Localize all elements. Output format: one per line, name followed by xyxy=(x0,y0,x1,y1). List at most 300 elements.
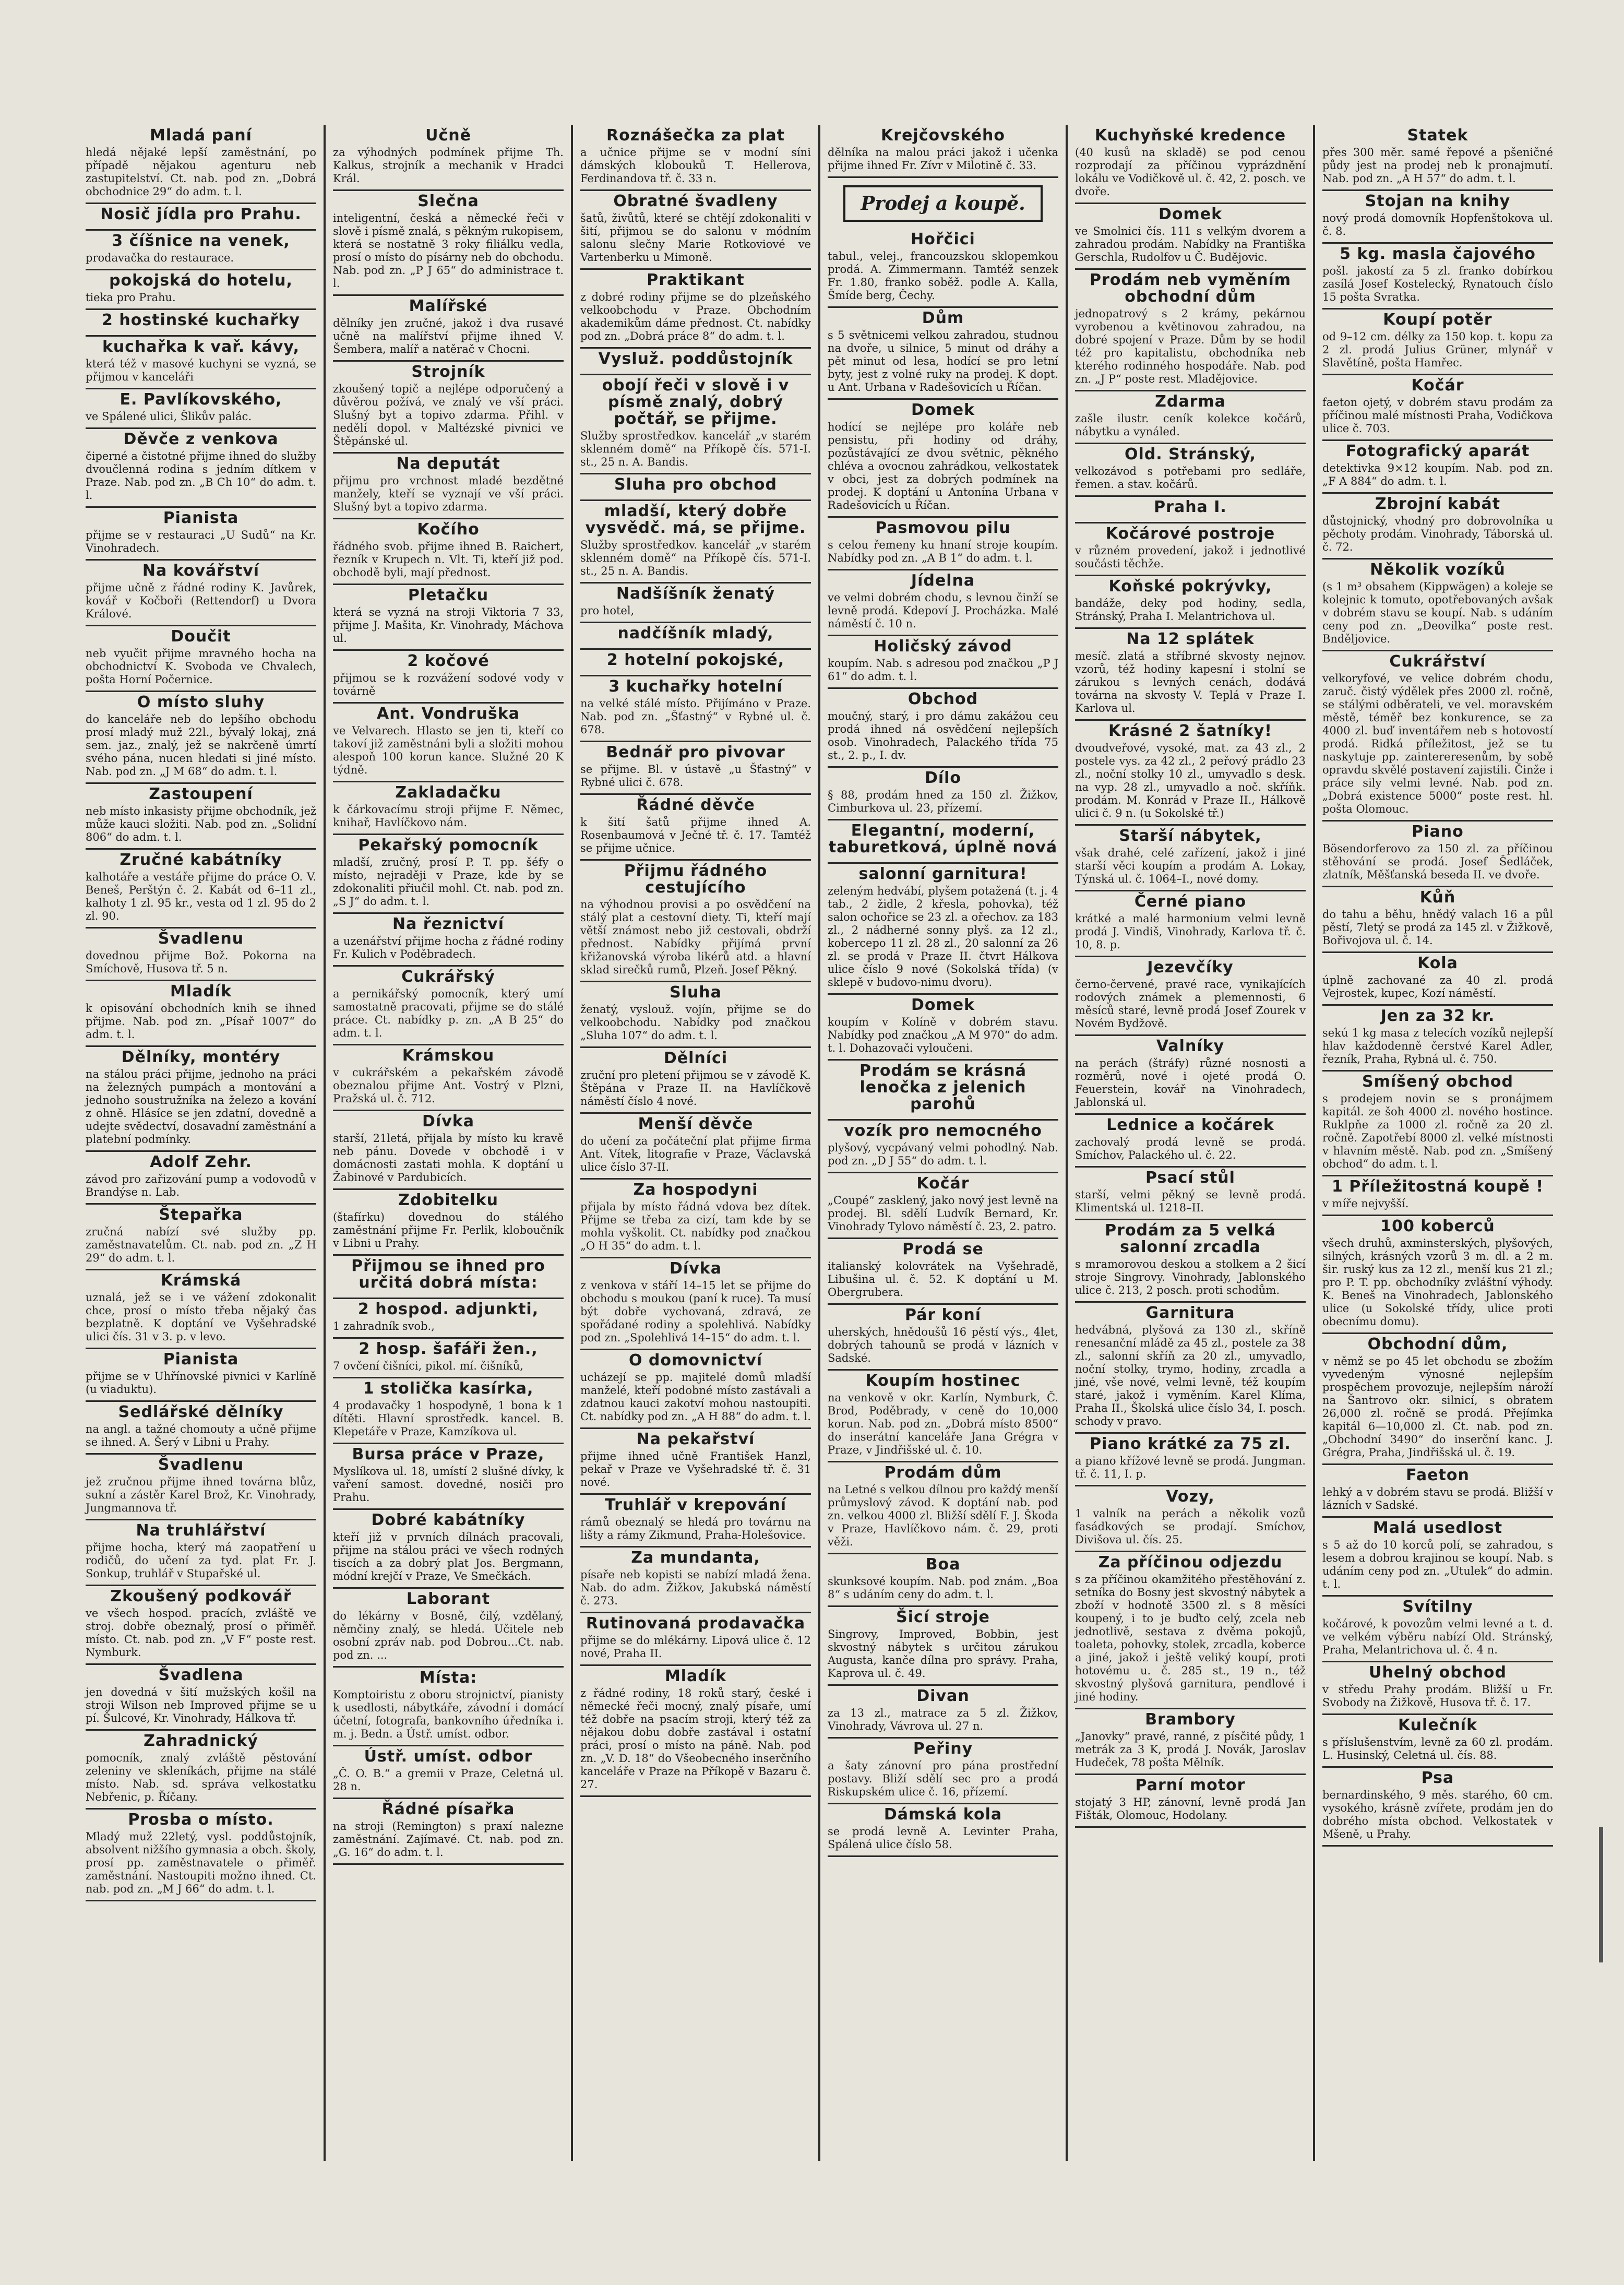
ad-text: přijmou se k rozvážení sodové vody v továrně xyxy=(333,672,564,697)
classified-ad xyxy=(333,782,564,835)
ad-heading: Kola xyxy=(1417,954,1458,972)
ad-heading: Přijmou se ihned pro určitá dobrá místa: xyxy=(351,1257,545,1292)
classified-ad xyxy=(86,626,316,692)
ad-text: bandáže, deky pod hodiny, sedla, Stránský, Praha I. Melantrichova ul. xyxy=(1075,597,1306,623)
ad-heading: Ústř. umíst. odbor xyxy=(364,1747,533,1766)
classified-ad xyxy=(828,1061,1058,1121)
ad-heading: Vysluž. poddůstojník xyxy=(598,350,793,368)
classified-ad xyxy=(86,125,316,204)
ad-text: zkoušený topič a nejlépe odporučený a důvěrou požívá, ve znalý ve vší práci. Slušný byt a topivo zdarma. Přihl. v nedělí dopol. v Maltézské pivnici ve Štěpánské ul. xyxy=(333,383,564,447)
ad-heading: Za hospodyni xyxy=(633,1181,758,1199)
ad-text: za 13 zl., matrace za 5 zl. Žižkov, Vinohrady, Vávrova ul. 27 n. xyxy=(828,1707,1058,1732)
ad-text: dvoudveřové, vysoké, mat. za 43 zl., 2 postele vys. za 42 zl., 2 peřový prádlo 23 zl., noční stolky 10 zl., umyvadlo s desk. na vyp. 28 zl., umyvadlo a noč. skříňk. prodám. M. Konrád v Praze II., Hálkově ulici č. 9 n. (u Sokolské tř.) xyxy=(1075,742,1306,819)
classified-ad xyxy=(1322,310,1553,375)
ad-heading: Zastoupení xyxy=(149,785,253,803)
classified-ad xyxy=(580,125,811,191)
ad-text: starší, velmi pěkný se levně prodá. Klimentská ul. 1218–II. xyxy=(1075,1188,1306,1214)
classified-ad xyxy=(1075,1552,1306,1709)
ad-text: na velké stálé místo. Přijímáno v Praze. Nab. pod zn. „Šťastný“ v Rybné ul. č. 678. xyxy=(580,697,811,736)
ad-heading: Kulečník xyxy=(1398,1716,1478,1734)
ad-text: skunksové koupím. Nab. pod znám. „Boa 8“ s udáním ceny do adm. t. l. xyxy=(828,1575,1058,1601)
ad-text: Singrovy, Improved, Bobbin, jest skvostný nábytek s určitou zárukou Augusta, kanče dílna pro správy. Praha, Kaprova ul. č. 49. xyxy=(828,1628,1058,1680)
classified-ad xyxy=(828,1462,1058,1554)
classified-ad xyxy=(580,349,811,375)
ad-heading: kuchařka k vař. kávy, xyxy=(102,338,300,356)
classified-ad xyxy=(1075,957,1306,1036)
ad-text: ženatý, vyslouž. vojín, přijme se do velkoobchodu. Nabídky pod značkou „Sluha 107“ do adm. t. l. xyxy=(580,1003,811,1042)
ad-heading: Štepařka xyxy=(159,1206,243,1224)
classified-ad xyxy=(580,1429,811,1495)
classified-ad xyxy=(1075,629,1306,721)
ad-heading: Jídelna xyxy=(911,572,975,590)
classified-ad xyxy=(86,270,316,310)
ad-heading: nadčíšník mladý, xyxy=(617,624,774,642)
ad-heading: Kuchyňské kredence xyxy=(1094,126,1286,145)
classified-ad xyxy=(1322,1597,1553,1662)
classified-ad xyxy=(1322,125,1553,191)
ad-heading: Prodám neb vyměním obchodní dům xyxy=(1089,271,1292,306)
ad-heading: Statek xyxy=(1407,126,1468,145)
classified-ad xyxy=(1322,191,1553,244)
classified-ad xyxy=(86,929,316,981)
ad-text: mladší, zručný, prosí P. T. pp. šéfy o místo, nejraději v Praze, kde by se zdokonaliti přiučil mohl. Ct. nab. pod zn. „S J“ do adm. t. l. xyxy=(333,856,564,908)
classified-ad xyxy=(1322,651,1553,822)
classified-ad xyxy=(333,1589,564,1668)
ad-heading: Švadlenu xyxy=(158,1456,244,1474)
classified-ad xyxy=(333,1190,564,1256)
ad-heading: Vozy, xyxy=(1166,1487,1215,1506)
ad-text: Služby sprostředkov. kancelář „v starém sklenném domě“ na Příkopě čís. 571-I. st., 25 n. A. Bandis. xyxy=(580,539,811,577)
ad-text: která též v masové kuchyni se vyzná, se přijmou v kanceláři xyxy=(86,358,316,383)
classified-ad xyxy=(580,584,811,623)
ad-heading: Stojan na knihy xyxy=(1365,192,1511,210)
ad-heading: Piano xyxy=(1412,823,1464,841)
ad-heading: Hořčici xyxy=(911,230,975,248)
ad-heading: Praktikant xyxy=(647,271,745,289)
classified-ad xyxy=(1075,1775,1306,1828)
classified-ad xyxy=(1075,444,1306,497)
ad-heading: Na truhlářství xyxy=(136,1521,266,1540)
classified-ad xyxy=(1075,1168,1306,1220)
ad-heading: 1 Příležitostná koupě ! xyxy=(1331,1177,1544,1196)
ad-text: kočárové, k povozům velmi levné a t. d. ve velkém výběru nabízí Old. Stránský, Praha, Melantrichova ul. č. 4 n. xyxy=(1322,1617,1553,1656)
ad-text: (40 kusů na skladě) se pod cenou rozprodají za příčinou vyprázdnění lokálu ve Vodičkově ul. č. 42, 2. posch. ve dvoře. xyxy=(1075,146,1306,198)
ad-column-3 xyxy=(573,125,820,2161)
ad-heading: Obchod xyxy=(907,690,978,708)
ad-text: s příslušenstvím, levně za 60 zl. prodám. L. Husinský, Celetná ul. čís. 88. xyxy=(1322,1736,1553,1762)
ad-heading: Psa xyxy=(1421,1769,1454,1787)
ad-heading: Dívka xyxy=(670,1259,722,1278)
ad-heading: Prodám dům xyxy=(884,1463,1002,1482)
ad-heading: salonní garnitura! xyxy=(858,865,1028,883)
ad-heading: Faeton xyxy=(1406,1466,1470,1484)
ad-heading: Přijmu řádného cestujícího xyxy=(624,862,768,897)
ad-heading: pokojská do hotelu, xyxy=(109,271,293,290)
ad-heading: O místo sluhy xyxy=(137,693,265,711)
ad-heading: Černé piano xyxy=(1134,892,1247,911)
ad-heading: Malá usedlost xyxy=(1372,1519,1503,1537)
ad-text: s 5 světnicemi velkou zahradou, studnou na dvoře, u silnice, 5 minut od dráhy a pět minut od lesa, hodící se pro letní byty, jest z volné ruky na prodej. K dopt. u Ant. Urbana v Radešovicích u Říčan. xyxy=(828,329,1058,394)
ad-text: koupím v Kolíně v dobrém stavu. Nabídky pod značkou „A M 970“ do adm. t. l. Dohazovači vyloučeni. xyxy=(828,1016,1058,1054)
classified-ad xyxy=(333,1111,564,1190)
ad-heading: Místa: xyxy=(419,1669,477,1687)
ad-text: s 5 až do 10 korců polí, se zahradou, s lesem a dobrou krajinou se koupí. Nab. s udáním ceny pod zn. „Utulek“ do admin. t. l. xyxy=(1322,1539,1553,1590)
classified-ad xyxy=(580,795,811,861)
ad-heading: Divan xyxy=(916,1687,970,1705)
section-heading: Prodej a koupě. xyxy=(843,185,1043,222)
ad-text: od 9–12 cm. délky za 150 kop. t. kopu za 2 zl. prodá Julius Grüner, mlynář v Slavětíně, pošta Hamřec. xyxy=(1322,330,1553,369)
ad-heading: Řádné děvče xyxy=(636,796,755,814)
ad-heading: 100 koberců xyxy=(1380,1217,1495,1235)
ad-heading: Sluha pro obchod xyxy=(614,475,777,494)
ad-heading: Cukrářství xyxy=(1389,652,1486,671)
classified-ad xyxy=(1322,1006,1553,1072)
classified-ad xyxy=(1075,576,1306,629)
ad-heading: Boa xyxy=(925,1555,961,1574)
ad-heading: Za příčinou odjezdu xyxy=(1098,1553,1283,1572)
ad-heading: Jezevčíky xyxy=(1147,958,1234,977)
ad-heading: Krásné 2 šatníky! xyxy=(1108,722,1272,740)
ad-text: do tahu a běhu, hnědý valach 16 a půl pěstí, 7letý se prodá za 145 zl. v Žižkově, Bořivojova ul. č. 14. xyxy=(1322,908,1553,947)
ad-heading: vozík pro nemocného xyxy=(844,1122,1042,1140)
classified-ad xyxy=(580,1350,811,1429)
classified-ad xyxy=(333,585,564,651)
ad-heading: Old. Stránský, xyxy=(1125,445,1256,463)
ad-text: na stálou práci přijme, jednoho na práci na železných pumpách a montování a jednoho soustružníka na železo a kování z ohně. Hlásíce se jen zdatní, dovedně a udejte svědectví, dosavadní zaměstnání a platební podmínky. xyxy=(86,1068,316,1146)
ad-heading: Dílo xyxy=(924,769,962,787)
ad-heading: Pletačku xyxy=(408,586,489,604)
ad-heading: Strojník xyxy=(411,363,485,381)
ad-heading: Prodám se krásná lenočka z jelenich parohů xyxy=(859,1062,1026,1113)
classified-ad xyxy=(828,1371,1058,1462)
ad-heading: obojí řeči v slově i v písmě znalý, dobrý počtář, se přijme. xyxy=(602,376,790,428)
classified-ad xyxy=(828,229,1058,308)
ad-heading: Koňské pokrývky, xyxy=(1108,577,1272,596)
classified-ad xyxy=(580,982,811,1048)
ad-text: v němž se po 45 let obchodu se zbožím vyvedeným výnosné nejlepším prospěchem provozuje, nejlepším nároží na Šantrovo okr. silnicí, s obratem 26,000 zl. ročně se prodá. Přejímka kapitál 6—10,000 zl. Ct. nab. pod zn. „Obchodní 3490“ do inserční kanc. J. Grégra, Praha, Jindřišská ul. č. 19. xyxy=(1322,1355,1553,1459)
classified-ad xyxy=(1075,391,1306,444)
ad-heading: Dělníky, montéry xyxy=(121,1048,281,1066)
ad-text: detektivka 9×12 koupím. Nab. pod zn. „F A 884“ do adm. t. l. xyxy=(1322,462,1553,487)
classified-ad xyxy=(1322,1465,1553,1518)
ad-text: přes 300 měr. samé řepové a pšeničné půdy jest na prodej neb k pronajmutí. Nab. pod zn. „A H 57“ do adm. t. l. xyxy=(1322,146,1553,185)
ad-heading: Garnitura xyxy=(1145,1304,1235,1322)
ad-text: kalhotáře a vestáře přijme do práce O. V. Beneš, Perštýn č. 2. Kabát od 6–11 zl., kalhoty 1 zl. 95 kr., vesta od 1 zl. 95 do 2 zl. 90. xyxy=(86,871,316,922)
ad-heading: Sluha xyxy=(670,983,722,1002)
ad-text: zeleným hedvábí, plyšem potažená (t. j. 4 tab., 2 židle, 2 křesla, pohovka), též salon ochořice se 23 zl. a ořechov. za 183 zl., 2 nádherné sonny plyš. za 12 zl., kobercepo 11 zl. 28 zl., 20 salonní za 26 zl. se prodá v Praze II. čtvrt Hálkova ulice číslo 9 nové (Sokolská třída) (v sklepě v budovo-nimu dvoru). xyxy=(828,885,1058,989)
ad-column-6 xyxy=(1315,125,1560,2161)
ad-heading: Valníky xyxy=(1156,1037,1225,1055)
ad-text: zašle ilustr. ceník kolekce kočárů, nábytku a vynáled. xyxy=(1075,412,1306,438)
ad-heading: 2 hostinské kuchařky xyxy=(102,311,300,329)
ad-text: v středu Prahy prodám. Bližší u Fr. Svobody na Žižkově, Husova tř. č. 17. xyxy=(1322,1683,1553,1709)
ad-text: koupím. Nab. s adresou pod značkou „P J 61“ do adm. t. l. xyxy=(828,657,1058,683)
ad-text: s celou řemeny ku hnaní stroje koupím. Nabídky pod zn. „A B 1“ do adm. t. l. xyxy=(828,539,1058,564)
classified-ad xyxy=(86,1402,316,1455)
classified-ad xyxy=(580,650,811,676)
classified-ad xyxy=(86,231,316,270)
classified-ad xyxy=(1075,497,1306,523)
ad-heading: Děvče z venkova xyxy=(123,430,279,448)
ad-heading: 2 kočové xyxy=(407,652,489,670)
ad-heading: Parní motor xyxy=(1135,1776,1246,1794)
ad-heading: Krámská xyxy=(160,1271,242,1290)
classified-ad xyxy=(1075,721,1306,826)
classified-ad xyxy=(333,967,564,1045)
ad-heading: Mladík xyxy=(664,1667,727,1685)
ad-text: k šití šatů přijme ihned A. Rosenbaumová v Ječné tř. č. 17. Tamtéž se přijme učnice. xyxy=(580,816,811,854)
classified-ad xyxy=(1322,1715,1553,1768)
ad-heading: Na deputát xyxy=(396,455,500,473)
ad-text: hedvábná, plyšová za 130 zl., skříně renesanční mládě za 45 zl., postele za 38 zl., salonní skříň za 20 zl., umyvadlo, noční stolky, trymo, hodiny, zrcadla a jiné, vše nové, velmi levně, též koupím staré, jakož i vyměním. Karel Klíma, Praha II., Školská ulice číslo 34, I. posch. schody v pravo. xyxy=(1075,1324,1306,1427)
ad-text: „Janovky“ pravé, ranné, z písčité půdy, 1 metrák za 3 K, prodá J. Novák, Jaroslav Hudeček, 78 pošta Mělník. xyxy=(1075,1730,1306,1769)
classified-ad xyxy=(333,454,564,519)
ad-text: pomocník, znalý zvláště pěstování zeleniny ve skleníkách, přijme na stálé místo. Nab. sd. správa velkostatku Nebřenic, p. Říčany. xyxy=(86,1752,316,1803)
classified-ad xyxy=(580,1613,811,1666)
ad-heading: Zahradnický xyxy=(144,1732,258,1750)
ad-heading: Obchodní dům, xyxy=(1367,1335,1508,1353)
classified-ad xyxy=(1322,1768,1553,1847)
ad-text: nový prodá domovník Hopfenštokova ul. č. 8. xyxy=(1322,212,1553,237)
classified-ad xyxy=(333,1668,564,1746)
ad-text: 1 valník na perách a několik vozů fasádkových se prodají. Smíchov, Divišova ul. čís. 25. xyxy=(1075,1507,1306,1546)
ad-text: „Č. O. B.“ a gremii v Praze, Celetná ul. 28 n. xyxy=(333,1767,564,1793)
classified-ad xyxy=(86,1520,316,1586)
ad-heading: Zakladačku xyxy=(395,783,501,802)
classified-ad xyxy=(580,1258,811,1350)
classified-ad xyxy=(333,1746,564,1799)
ad-text: v míře nejvyšší. xyxy=(1322,1197,1409,1210)
ad-text: ve velmi dobrém chodu, s levnou činží se levně prodá. Kdepoví J. Procházka. Malé náměstí č. 10 n. xyxy=(828,591,1058,630)
ad-heading: Ant. Vondruška xyxy=(377,705,520,723)
ad-heading: Rutinovaná prodavačka xyxy=(586,1614,806,1633)
ad-heading: Na pekařství xyxy=(636,1430,755,1448)
ad-heading: Pekařský pomocník xyxy=(358,836,539,854)
ad-heading: Zdarma xyxy=(1155,392,1226,411)
ad-heading: Na kovářství xyxy=(142,562,260,580)
ad-text: tieka pro Prahu. xyxy=(86,291,176,304)
ad-heading: 3 číšnice na venek, xyxy=(112,232,290,250)
classified-ad xyxy=(828,1804,1058,1857)
classified-ad xyxy=(86,784,316,850)
ad-text: stojatý 3 HP, zánovní, levně prodá Jan Fišták, Olomouc, Hodolany. xyxy=(1075,1796,1306,1822)
classified-ad xyxy=(828,1739,1058,1804)
classified-ad xyxy=(1322,1072,1553,1176)
classified-ad xyxy=(580,1114,811,1180)
ad-text: přijme se do mlékárny. Lipová ulice č. 12 nové, Praha II. xyxy=(580,1634,811,1660)
ad-text: Bösendorferovo za 150 zl. za příčinou stěhování se prodá. Josef Šedláček, zlatník, Měšťanská beseda II. ve dvoře. xyxy=(1322,842,1553,881)
ad-heading: Holičský závod xyxy=(874,637,1012,656)
ad-heading: 1 stolička kasírka, xyxy=(363,1379,534,1398)
classified-ad xyxy=(828,1554,1058,1607)
ad-text: mesíč. zlatá a stříbrné skvosty nejnov. vzorů, též hodiny kapesní i stolní se zárukou s levných cenách, dodává továrna na skvosty V. Teplá v Praze I. Karlova ul. xyxy=(1075,650,1306,715)
ad-heading: Domek xyxy=(911,996,975,1014)
ad-heading: Brambory xyxy=(1145,1710,1236,1729)
classified-ad xyxy=(86,1270,316,1349)
ad-heading: Pianista xyxy=(163,1350,239,1368)
classified-ad xyxy=(1075,523,1306,576)
classified-ad xyxy=(580,191,811,270)
ad-text: přijme hocha, který má zaopatření u rodičů, do učení za tyd. plat Fr. J. Sonkup, truhlář v Stupařské ul. xyxy=(86,1541,316,1580)
ad-text: k opisování obchodních knih se ihned přijme. Nab. pod zn. „Písař 1007“ do adm. t. l. xyxy=(86,1002,316,1041)
ad-heading: Mladík xyxy=(170,982,232,1001)
classified-ad xyxy=(828,570,1058,636)
ad-heading: Koupí potěr xyxy=(1383,311,1492,329)
ad-text: uherských, hnědoušů 16 pěstí výs., 4let, dobrých tahounů se prodá v lázních v Sadské. xyxy=(828,1326,1058,1364)
ad-heading: Na 12 splátek xyxy=(1126,630,1255,648)
ad-text: která se vyzná na stroji Viktoria 7 33, přijme J. Mašita, Kr. Vinohrady, Máchova ul. xyxy=(333,606,564,645)
ad-text: ve Smolnici čís. 111 s velkým dvorem a zahradou prodám. Nabídky na Františka Gerschla, Rudolfov u Č. Budějovic. xyxy=(1075,225,1306,264)
ad-text: a uzenářství přijme hocha z řádné rodiny Fr. Kulich v Poděbradech. xyxy=(333,935,564,960)
classified-ad xyxy=(86,1665,316,1731)
ad-text: starší, 21letá, přijala by místo ku kravě neb pánu. Dovede v obchodě i v domácnosti zastati mohla. K doptání u Žabinové v Pardubicích. xyxy=(333,1132,564,1184)
classified-ad xyxy=(828,864,1058,995)
classified-ad xyxy=(828,689,1058,768)
ad-text: 4 prodavačky 1 hospodyně, 1 bona k 1 dítěti. Hlavní sprostředk. kancel. B. Klepetáře v Praze, Kamzíkova ul. xyxy=(333,1399,564,1438)
ad-heading: Peřiny xyxy=(913,1740,973,1758)
ad-text: velkoryfové, ve velice dobrém chodu, zaruč. čistý výdělek přes 2000 zl. ročně, se stálými odběrateli, ve vel. moravském městě, téměř bez konkurence, se za 4000 zl. buď inventářem neb s hotovostí prodá. Ridká příležitost, jež se tu naskytuje pp. zaintereresenům, by sobě opravdu skvělé postavení zajistili. Činže i práce sily velmi levné. Nab. pod zn. „Dobrá existence 5000“ poste rest. hl. pošta Olomouc. xyxy=(1322,672,1553,815)
ad-text: na perách (štráfy) různé nosnosti a rozměrů, nové i ojeté prodá O. Feuerstein, kovář na Vinohradech, Jablonská ul. xyxy=(1075,1057,1306,1109)
ad-column-4 xyxy=(820,125,1068,2161)
ad-heading: Prodá se xyxy=(902,1240,984,1258)
classified-ad xyxy=(1322,441,1553,494)
ad-heading: Několik vozíků xyxy=(1370,561,1506,579)
ad-text: ve všech hospod. pracích, zvláště ve stroj. dobře obeznalý, prosí o přiměř. místo. Ct. nab. pod zn. „V F“ poste rest. Nymburk. xyxy=(86,1607,316,1659)
ad-text: plyšový, vycpávaný velmi pohodlný. Nab. pod zn. „D J 55“ do adm. t. l. xyxy=(828,1141,1058,1167)
ad-heading: Roznášečka za plat xyxy=(606,126,785,145)
classified-ad xyxy=(333,362,564,454)
classified-ad xyxy=(333,1299,564,1339)
ad-text: jež zručnou přijme ihned továrna blůz, sukní a zástěr Karel Brož, Kr. Vinohrady, Jungmannova tř. xyxy=(86,1475,316,1514)
classified-ad xyxy=(828,308,1058,400)
classified-ad xyxy=(1322,560,1553,651)
ad-heading: Pianista xyxy=(163,509,239,527)
ad-text: prodavačka do restaurace. xyxy=(86,252,234,264)
ad-text: lehký a v dobrém stavu se prodá. Bližší v lázních v Sadské. xyxy=(1322,1486,1553,1512)
ad-text: do kanceláře neb do lepšího obchodu prosí mladý muž 22l., bývalý lokaj, zná sem. jaz., znalý, jež se nakrčeně úmrtí svého pána, nucen hledati si jiné místo. Nab. pod zn. „J M 68“ do adm. t. l. xyxy=(86,713,316,778)
ad-text: přijme se v Uhřínovské pivnici v Karlíně (u viaduktu). xyxy=(86,1370,316,1396)
ad-text: Mladý muž 22letý, vysl. poddůstojník, absolvent nižšího gymnasia a obch. školy, prosí pp. zaměstnavatele o přiměř. zaměstnání. Nastoupiti možno ihned. Ct. nab. pod zn. „M J 66“ do adm. t. l. xyxy=(86,1830,316,1895)
ad-heading: Obratné švadleny xyxy=(613,192,778,210)
classified-ad xyxy=(1322,494,1553,560)
ad-heading: Uhelný obchod xyxy=(1368,1663,1507,1682)
ad-text: přijme ihned učně František Hanzl, pekař v Praze ve Vyšehradské tř. č. 31 nové. xyxy=(580,1450,811,1489)
classified-ad xyxy=(1075,270,1306,391)
classified-ad xyxy=(580,623,811,650)
ad-text: tabul., velej., francouzskou sklopemkou prodá. A. Zimmermann. Tamtéž senzek Fr. 1.80, franko soběž. podle A. Kalla, Šmíde berg, Čechy. xyxy=(828,250,1058,302)
ad-heading: Dámská kola xyxy=(883,1805,1002,1824)
ad-heading: 2 hospod. adjunkti, xyxy=(357,1300,539,1318)
classified-ad xyxy=(828,125,1058,178)
ad-text: sekú 1 kg masa z telecích vozíků nejlepší hlav každodenně čerstvé Karel Adler, řezník, Praha, Rybná ul. č. 750. xyxy=(1322,1027,1553,1065)
ad-text: úplně zachované za 40 zl. prodá Vejrostek, kupec, Kozí náměstí. xyxy=(1322,974,1553,999)
ad-text: přijme se v restauraci „U Sudů“ na Kr. Vinohradech. xyxy=(86,529,316,554)
classified-ad xyxy=(1322,953,1553,1006)
ad-text: se prodá levně A. Levinter Praha, Spálená ulice číslo 58. xyxy=(828,1825,1058,1851)
ad-heading: Dům xyxy=(922,309,964,327)
ad-text: do učení za počáteční plat přijme firma Ant. Vítek, litografie v Praze, Václavská ulice číslo 37-II. xyxy=(580,1135,811,1173)
ad-text: ve Velvarech. Hlasto se jen ti, kteří co takoví již zaměstnáni byli a složiti mohou alespoň 100 korun kance. Služné 20 K týdně. xyxy=(333,724,564,776)
classified-ad xyxy=(828,995,1058,1061)
classified-ad xyxy=(86,981,316,1047)
ad-text: neb vyučit přijme mravného hocha na obchodnictví K. Svoboda ve Chvalech, pošta Horní Počernice. xyxy=(86,647,316,686)
classified-ad xyxy=(333,1378,564,1444)
ad-heading: Adolf Zehr. xyxy=(150,1153,252,1171)
ad-heading: Kůň xyxy=(1419,888,1456,907)
ad-heading: Starší nábytek, xyxy=(1119,827,1262,845)
classified-ad xyxy=(86,1586,316,1665)
ad-text: „Coupé“ zasklený, jako nový jest levně na prodej. Bl. sdělí Ludvík Bernard, Kr. Vinohrady Tylovo náměstí č. 23, 2. patro. xyxy=(828,1194,1058,1233)
classified-ad xyxy=(86,561,316,626)
ad-heading: mladší, který dobře vysvědč. má, se přijme. xyxy=(585,502,806,537)
ad-heading: Kočár xyxy=(916,1174,970,1193)
classified-ad xyxy=(1322,1216,1553,1334)
ad-heading: Mladá paní xyxy=(150,126,252,145)
ad-heading: Praha I. xyxy=(1154,498,1227,516)
ad-heading: Truhlář v krepování xyxy=(604,1496,787,1514)
ad-text: na angl. a tažné chomouty a učně přijme se ihned. A. Šerý v Libni u Prahy. xyxy=(86,1423,316,1448)
classified-ad xyxy=(580,501,811,584)
classified-ad xyxy=(333,125,564,191)
classified-ad xyxy=(1075,1486,1306,1552)
classified-ad xyxy=(333,296,564,362)
ad-heading: Krejčovského xyxy=(881,126,1005,145)
ad-heading: Koupím hostinec xyxy=(865,1372,1021,1390)
ad-text: bernardinského, 9 měs. starého, 60 cm. vysokého, krásně zvířete, prodám jen do dobrého místa obchod. Velkostatek v Mšeně, u Prahy. xyxy=(1322,1789,1553,1840)
classified-ad xyxy=(1322,1518,1553,1597)
ad-text: na výhodnou provisi a po osvědčení na stálý plat a cestovní diety. Ti, kteří mají větší známost nebo již cestovali, obdrží přednost. Nabídky přijímá první křižanovská výroba likérů atd. a hlavní sklad sirečků rumů, Plzeň. Josef Pěkný. xyxy=(580,898,811,976)
classified-ad xyxy=(1322,1334,1553,1465)
ad-text: zruční pro pletení přijmou se v závodě K. Štěpána v Praze II. na Havlíčkově náměstí číslo 4 nové. xyxy=(580,1069,811,1108)
ad-text: s prodejem novin se s pronájmem kapitál. ze šoh 4000 zl. nového hostince. Ruklpňe za 1000 zl. ročně za 20 zl. ročně. Zapotřebí 8000 zl. velké místnosti v hlavním městě. Nab. pod zn. „Smíšený obchod“ do adm. t. l. xyxy=(1322,1092,1553,1170)
classified-ad xyxy=(828,1173,1058,1239)
classified-ad xyxy=(580,676,811,742)
ad-heading: 2 hosp. šafáři žen., xyxy=(359,1340,538,1358)
ad-heading: Zdobitelku xyxy=(398,1191,498,1209)
classified-ad xyxy=(333,651,564,704)
ad-text: v cukrářském a pekařském závodě obeznalou přijme Ant. Vostrý v Plzni, Pražská ul. č. 712. xyxy=(333,1066,564,1105)
classified-ad xyxy=(1075,125,1306,204)
ad-heading: Menší děvče xyxy=(638,1115,754,1133)
classified-ad xyxy=(1075,204,1306,270)
ad-heading: Psací stůl xyxy=(1145,1169,1235,1187)
ad-heading: Piano krátké za 75 zl. xyxy=(1090,1435,1291,1453)
ad-text: s za příčinou okamžitého přestěhování z. setníka do Bosny jest skvostný nábytek a zboží v hodnotě 3500 zl. s 8 měsíci koupený, i to je buďto celý, zcela neb jednotlivě, sestava z dvěma pokojů, toaleta, pohovky, stolek, zrcadla, koberce a jiné, jakož i ještě veliký koupí, proti hotovému u. č. 285 st., 19 n., též skvostný plyšová garnitura, pendlové i jiné hodiny. xyxy=(1075,1573,1306,1703)
classified-ad xyxy=(1322,822,1553,887)
ad-text: hledá nějaké lepší zaměstnání, po případě nějakou agenturu neb zastupitelství. Ct. nab. pod zn. „Dobrá obchodnice 29“ do adm. t. l. xyxy=(86,146,316,198)
ad-text: šatů, živůtů, které se chtějí zdokonaliti v šití, přijmou se do salonu v módním salonu slečny Marie Rotkoviové ve Vartenberku u Mimoně. xyxy=(580,212,811,264)
ad-heading: Kočár xyxy=(1411,376,1464,395)
ad-heading: 3 kuchařky hotelní xyxy=(608,677,783,696)
classified-ad xyxy=(580,742,811,795)
ad-text: jednopatrový s 2 krámy, pekárnou vyrobenou a květinovou zahradou, na dobré spojení v Praze. Dům by se hodil též pro kapitalistu, obchodníka neb kterého rodinného hospodáře. Nab. pod zn. „J P“ poste rest. Mladějovice. xyxy=(1075,307,1306,385)
ad-text: do lékárny v Bosně, čilý, vzdělaný, němčiny znalý, se hledá. Učitele neb osobní zpráv nab. pod Dobrou...Ct. nab. pod zn. ... xyxy=(333,1610,564,1661)
ad-column-1 xyxy=(78,125,326,2161)
classified-ad xyxy=(86,1047,316,1152)
classified-ad xyxy=(86,337,316,389)
classified-ad xyxy=(1075,1709,1306,1775)
ad-heading: Pár koní xyxy=(904,1306,982,1324)
classified-ad xyxy=(580,1548,811,1613)
ad-text: v různém provedení, jakož i jednotlivé součásti těchže. xyxy=(1075,544,1306,570)
classified-ad xyxy=(828,768,1058,820)
classified-ad xyxy=(333,835,564,914)
classified-ad xyxy=(333,519,564,585)
classified-ad xyxy=(580,1495,811,1548)
classified-ad xyxy=(333,1444,564,1510)
classified-ad xyxy=(580,375,811,474)
ad-heading: Učně xyxy=(425,126,471,145)
